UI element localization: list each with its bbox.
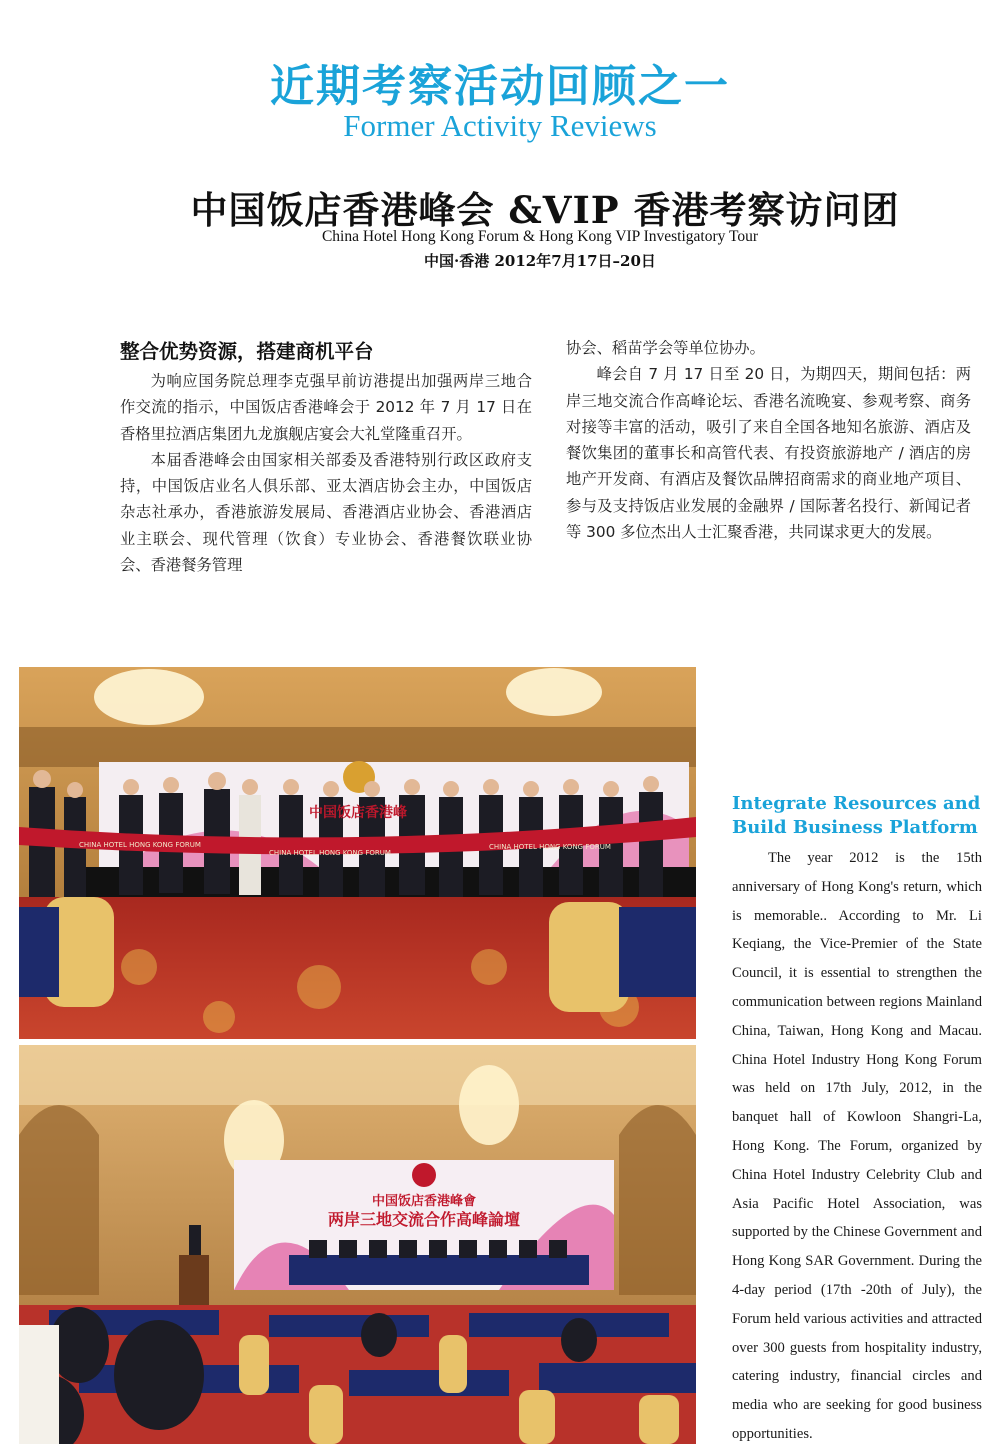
- article-paragraph: 本届香港峰会由国家相关部委及香港特别行政区政府支持，中国饭店业名人俱乐部、亚太酒店协会主办，中国饭店杂志社承办，香港旅游发展局、香港酒店业协会、香港酒店业主联会、现代管理（饮食）专业协会、香港餐饮联业协会、香港餐务管理: [120, 450, 532, 575]
- ribbon-label: CHINA HOTEL HONG KONG FORUM: [269, 849, 391, 857]
- event-location-date: 中国·香港 2012年7月17日–20日: [424, 252, 656, 270]
- ribbon-label: CHINA HOTEL HONG KONG FORUM: [79, 841, 201, 849]
- article-body-en: The year 2012 is the 15th anniversary of Hong Kong's return, which is memorable.. According to Mr. Li Keqiang, the Vice-Premier of the State Council, it is essential to strengthen the communication between regions Mainland China, Taiwan, Hong Kong and Macau. China Hotel Industry Hong Kong Forum was held on 17th July, 2012, in the banquet hall of Kowloon Shangri-La, Hong Kong. The Forum, organized by China Hotel Industry Celebrity Club and Asia Pacific Hotel Association, was supported by the Chinese Government and Hong Kong SAR Government. During the 4-day period (17th -20th of July), the Forum held various activities and attracted over 300 guests from hospitality industry, catering industry, financial circles and media who are seeking for good business opportunities.: [732, 850, 982, 1442]
- article-column-right: [566, 335, 971, 545]
- article-heading-cn: 整合优势资源，搭建商机平台: [120, 340, 374, 363]
- page-subtitle: Former Activity Reviews: [343, 108, 657, 143]
- photo-forum-session: [19, 1045, 696, 1444]
- article-paragraph-continued: 协会、稻苗学会等单位协办。: [566, 339, 765, 357]
- photo-ribbon-cutting: [19, 667, 696, 1039]
- article-heading-en: Integrate Resources and Build Business Platform: [732, 793, 981, 838]
- event-title-cn: 中国饭店香港峰会 &VIP 香港考察访问团: [190, 188, 900, 232]
- article-paragraph: 为响应国务院总理李克强早前访港提出加强两岸三地合作交流的指示，中国饭店香港峰会于 2012 年 7 月 17 日在香格里拉酒店集团九龙旗舰店宴会大礼堂隆重召开。: [120, 372, 532, 443]
- article-column-left: [120, 368, 532, 578]
- backdrop-line-2: 两岸三地交流合作高峰論壇: [327, 1210, 521, 1229]
- article-paragraph: 峰会自 7 月 17 日至 20 日，为期四天，期间包括：两岸三地交流合作高峰论坛、香港名流晚宴、参观考察、商务对接等丰富的活动，吸引了来自全国各地知名旅游、酒店及餐饮集团的董事长和高管代表、有投资旅游地产 / 酒店的房地产开发商、有酒店及餐饮品牌招商需求的商业地产项目、参与及支持饭店业发展的金融界 / 国际著名投行、新闻记者等 300 多位杰出人士汇聚香港，共同谋求更大的发展。: [566, 365, 971, 542]
- backdrop-text: 中国饭店香港峰: [309, 805, 407, 821]
- ribbon-label: CHINA HOTEL HONG KONG FORUM: [489, 843, 611, 851]
- event-title-en: China Hotel Hong Kong Forum & Hong Kong VIP Investigatory Tour: [321, 228, 759, 245]
- page-title: 近期考察活动回顾之一: [270, 61, 730, 112]
- backdrop-line-1: 中国饭店香港峰會: [371, 1194, 477, 1209]
